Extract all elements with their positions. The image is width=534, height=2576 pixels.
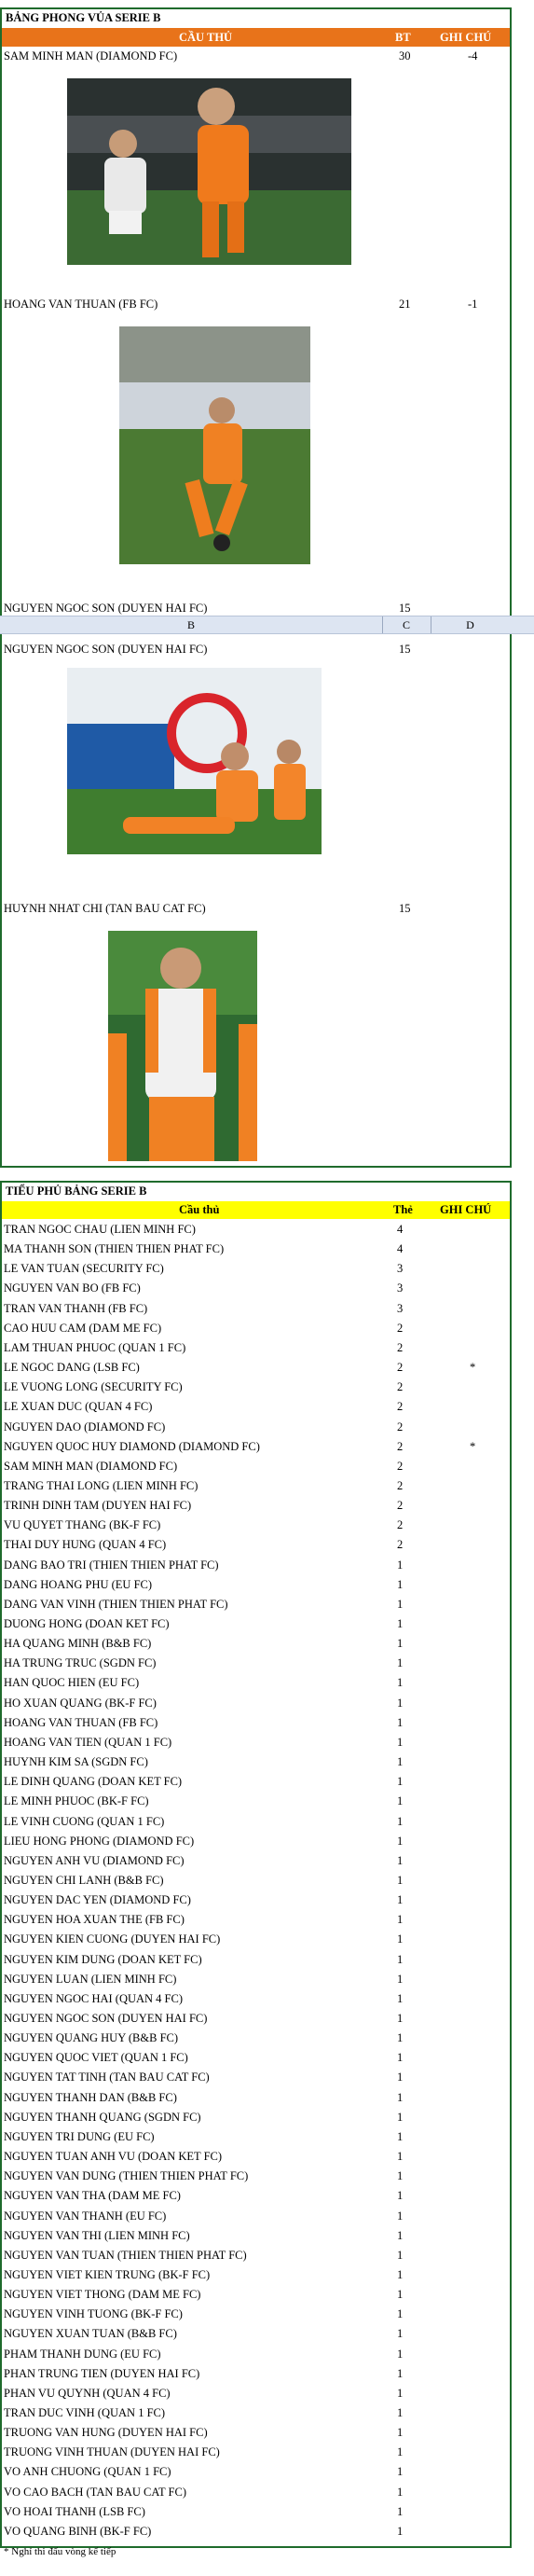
table-row <box>2 2522 510 2541</box>
header-player: Cầu thủ <box>179 1203 220 1216</box>
card-count: 1 <box>397 2228 404 2242</box>
table-row <box>2 1851 510 1870</box>
player-name: NGUYEN ANH VU (DIAMOND FC) <box>4 1853 185 1867</box>
player-name: TRAN NGOC CHAU (LIEN MINH FC) <box>4 1223 196 1236</box>
card-count: 2 <box>397 1478 404 1492</box>
player-name: LIEU HONG PHONG (DIAMOND FC) <box>4 1834 195 1848</box>
table-row <box>2 2068 510 2086</box>
card-count: 1 <box>397 2031 404 2045</box>
table-row <box>2 1378 510 1396</box>
column-d: D <box>466 618 474 631</box>
scorer-note: -1 <box>468 298 478 311</box>
table-row <box>2 1575 510 1594</box>
card-count: 1 <box>397 2307 404 2321</box>
card-count: 1 <box>397 1873 404 1887</box>
card-count: 1 <box>397 1952 404 1966</box>
card-count: 1 <box>397 1775 404 1789</box>
table-row <box>2 2207 510 2225</box>
card-count: 1 <box>397 1913 404 1927</box>
card-count: 1 <box>397 1893 404 1907</box>
top-scorers-panel <box>0 7 512 1168</box>
player-name: HA TRUNG TRUC (SGDN FC) <box>4 1656 157 1670</box>
table-row <box>2 2502 510 2521</box>
suspension-mark: * <box>470 1439 476 1453</box>
header-goals: BT <box>395 31 411 44</box>
table-row <box>2 2305 510 2323</box>
scorer-row <box>2 899 510 918</box>
player-name: HOANG VAN TIEN (QUAN 1 FC) <box>4 1735 172 1749</box>
player-name: VO CAO BACH (TAN BAU CAT FC) <box>4 2485 187 2499</box>
column-header-bar <box>0 616 534 634</box>
table-row <box>2 1634 510 1653</box>
player-name: NGUYEN THANH QUANG (SGDN FC) <box>4 2110 201 2124</box>
card-count: 1 <box>397 2288 404 2302</box>
table-row <box>2 2483 510 2501</box>
player-name: NGUYEN QUOC VIET (QUAN 1 FC) <box>4 2051 188 2065</box>
card-count: 1 <box>397 2129 404 2143</box>
table-row <box>2 1950 510 1969</box>
scorer-row <box>2 47 510 65</box>
scorer-name: HOANG VAN THUAN (FB FC) <box>4 298 158 311</box>
card-count: 1 <box>397 2110 404 2124</box>
player-name: LE MINH PHUOC (BK-F FC) <box>4 1794 149 1808</box>
table-row <box>2 2443 510 2461</box>
table-row <box>2 1556 510 1574</box>
table-row <box>2 2127 510 2146</box>
player-name: VO HOAI THANH (LSB FC) <box>4 2504 145 2518</box>
scorer-name: NGUYEN NGOC SON (DUYEN HAI FC) <box>4 602 208 615</box>
header-note: GHI CHÚ <box>440 31 492 44</box>
card-count: 2 <box>397 1340 404 1354</box>
player-name: LE VUONG LONG (SECURITY FC) <box>4 1380 183 1394</box>
card-count: 1 <box>397 2406 404 2419</box>
table-row <box>2 2423 510 2442</box>
table-row <box>2 2403 510 2422</box>
player-name: NGUYEN VAN THI (LIEN MINH FC) <box>4 2228 190 2242</box>
player-name: DANG VAN VINH (THIEN THIEN PHAT FC) <box>4 1597 228 1611</box>
scorer-row <box>2 640 510 658</box>
card-count: 1 <box>397 1932 404 1946</box>
table-row <box>2 1358 510 1377</box>
player-name: NGUYEN XUAN TUAN (B&B FC) <box>4 2327 177 2341</box>
table-row <box>2 1713 510 1732</box>
player-name: NGUYEN VINH TUONG (BK-F FC) <box>4 2307 183 2321</box>
card-count: 4 <box>397 1242 404 1256</box>
player-name: NGUYEN VAN THANH (EU FC) <box>4 2209 167 2223</box>
card-count: 1 <box>397 2090 404 2104</box>
player-name: LE VAN TUAN (SECURITY FC) <box>4 1262 164 1276</box>
card-count: 1 <box>397 2150 404 2164</box>
card-count: 1 <box>397 1715 404 1729</box>
card-count: 2 <box>397 1518 404 1532</box>
player-name: TRAN VAN THANH (FB FC) <box>4 1301 148 1315</box>
card-count: 1 <box>397 2524 404 2538</box>
scorer-goals: 15 <box>399 902 411 915</box>
card-count: 1 <box>397 2504 404 2518</box>
card-count: 2 <box>397 1499 404 1513</box>
card-count: 2 <box>397 1420 404 1433</box>
card-count: 1 <box>397 2267 404 2281</box>
player-name: LE VINH CUONG (QUAN 1 FC) <box>4 1814 165 1828</box>
player-name: CAO HUU CAM (DAM ME FC) <box>4 1321 162 1335</box>
table-row <box>2 2324 510 2343</box>
card-count: 1 <box>397 2209 404 2223</box>
card-count: 1 <box>397 1558 404 1572</box>
card-count: 1 <box>397 1735 404 1749</box>
card-count: 2 <box>397 1361 404 1375</box>
card-count: 1 <box>397 1814 404 1828</box>
card-count: 2 <box>397 1459 404 1473</box>
player-name: MA THANH SON (THIEN THIEN PHAT FC) <box>4 1242 225 1256</box>
player-name: NGUYEN THANH DAN (B&B FC) <box>4 2090 177 2104</box>
player-name: VU QUYET THANG (BK-F FC) <box>4 1518 161 1532</box>
scorer-row <box>2 599 510 617</box>
scorer-goals: 21 <box>399 298 411 311</box>
player-photo <box>67 668 322 854</box>
scorer-goals: 15 <box>399 602 411 615</box>
table-row <box>2 1673 510 1692</box>
player-name: TRUONG VAN HUNG (DUYEN HAI FC) <box>4 2426 208 2440</box>
scorer-name: HUYNH NHAT CHI (TAN BAU CAT FC) <box>4 902 206 915</box>
card-count: 1 <box>397 2327 404 2341</box>
table-row <box>2 1772 510 1791</box>
table-row <box>2 1871 510 1890</box>
player-name: NGUYEN TUAN ANH VU (DOAN KET FC) <box>4 2150 223 2164</box>
disciplinary-panel <box>0 1181 512 2548</box>
card-count: 1 <box>397 2426 404 2440</box>
table-row <box>2 1397 510 1416</box>
card-count: 1 <box>397 2366 404 2380</box>
table-row <box>2 2384 510 2403</box>
card-count: 1 <box>397 1972 404 1986</box>
player-name: TRAN DUC VINH (QUAN 1 FC) <box>4 2406 166 2419</box>
suspension-mark: * <box>470 1361 476 1375</box>
header-cards: Thẻ <box>393 1203 413 1216</box>
scorer-name: SAM MINH MAN (DIAMOND FC) <box>4 49 178 62</box>
table-row <box>2 1812 510 1831</box>
player-name: NGUYEN NGOC HAI (QUAN 4 FC) <box>4 1991 184 2005</box>
player-name: NGUYEN VIET KIEN TRUNG (BK-F FC) <box>4 2267 211 2281</box>
table-row <box>2 1535 510 1554</box>
player-name: NGUYEN LUAN (LIEN MINH FC) <box>4 1972 177 1986</box>
top-scorers-header <box>2 28 510 47</box>
table-row <box>2 2029 510 2047</box>
player-name: THAI DUY HUNG (QUAN 4 FC) <box>4 1538 167 1552</box>
card-count: 1 <box>397 1597 404 1611</box>
card-count: 1 <box>397 2012 404 2025</box>
table-row <box>2 1240 510 1258</box>
player-name: HAN QUOC HIEN (EU FC) <box>4 1676 140 1690</box>
player-name: NGUYEN VAN DUNG (THIEN THIEN PHAT FC) <box>4 2169 249 2183</box>
footnote: * Nghỉ thi đấu vòng kế tiếp <box>4 2546 116 2557</box>
player-name: TRINH DINH TAM (DUYEN HAI FC) <box>4 1499 192 1513</box>
table-row <box>2 1930 510 1948</box>
table-row <box>2 2246 510 2264</box>
player-name: HOANG VAN THUAN (FB FC) <box>4 1715 158 1729</box>
player-photo <box>67 78 351 265</box>
player-name: DUONG HONG (DOAN KET FC) <box>4 1617 170 1630</box>
card-count: 4 <box>397 1223 404 1236</box>
card-count: 1 <box>397 2485 404 2499</box>
scorer-name: NGUYEN NGOC SON (DUYEN HAI FC) <box>4 643 208 656</box>
disciplinary-title: TIỂU PHỦ BẢNG SERIE B <box>6 1184 147 1198</box>
card-count: 1 <box>397 2445 404 2459</box>
card-count: 1 <box>397 1834 404 1848</box>
player-name: NGUYEN CHI LANH (B&B FC) <box>4 1873 164 1887</box>
table-row <box>2 1694 510 1712</box>
table-row <box>2 1970 510 1988</box>
table-row <box>2 2108 510 2126</box>
card-count: 1 <box>397 2386 404 2400</box>
card-count: 1 <box>397 1696 404 1710</box>
table-row <box>2 1792 510 1810</box>
table-row <box>2 2265 510 2284</box>
player-name: NGUYEN HOA XUAN THE (FB FC) <box>4 1913 185 1927</box>
player-name: NGUYEN VAN THA (DAM ME FC) <box>4 2189 181 2203</box>
player-name: NGUYEN TAT TINH (TAN BAU CAT FC) <box>4 2070 210 2084</box>
table-row <box>2 2009 510 2028</box>
table-row <box>2 1614 510 1633</box>
card-count: 1 <box>397 1991 404 2005</box>
card-count: 1 <box>397 2169 404 2183</box>
player-name: TRUONG VINH THUAN (DUYEN HAI FC) <box>4 2445 220 2459</box>
table-row <box>2 1279 510 1297</box>
table-row <box>2 2462 510 2481</box>
card-count: 1 <box>397 1755 404 1769</box>
card-count: 1 <box>397 2070 404 2084</box>
table-row <box>2 1437 510 1456</box>
player-name: NGUYEN KIM DUNG (DOAN KET FC) <box>4 1952 202 1966</box>
table-row <box>2 1832 510 1850</box>
table-row <box>2 1319 510 1337</box>
player-name: HUYNH KIM SA (SGDN FC) <box>4 1755 148 1769</box>
table-row <box>2 1496 510 1515</box>
table-row <box>2 1476 510 1495</box>
player-name: NGUYEN VAN BO (FB FC) <box>4 1281 141 1295</box>
card-count: 2 <box>397 1538 404 1552</box>
player-name: LAM THUAN PHUOC (QUAN 1 FC) <box>4 1340 186 1354</box>
player-photo <box>119 326 310 564</box>
table-row <box>2 2345 510 2363</box>
player-photo <box>108 931 257 1161</box>
scorer-note: -4 <box>468 49 478 62</box>
table-row <box>2 1299 510 1318</box>
table-row <box>2 2186 510 2205</box>
player-name: NGUYEN NGOC SON (DUYEN HAI FC) <box>4 2012 208 2025</box>
top-scorers-title: BẢNG PHONG VỦA SERIE B <box>6 11 161 24</box>
player-name: PHAN TRUNG TIEN (DUYEN HAI FC) <box>4 2366 200 2380</box>
table-row <box>2 1989 510 2008</box>
card-count: 1 <box>397 2189 404 2203</box>
table-row <box>2 2088 510 2107</box>
card-count: 1 <box>397 1676 404 1690</box>
player-name: HO XUAN QUANG (BK-F FC) <box>4 1696 157 1710</box>
card-count: 1 <box>397 1577 404 1591</box>
card-count: 1 <box>397 2248 404 2262</box>
player-name: DANG HOANG PHU (EU FC) <box>4 1577 153 1591</box>
player-name: TRANG THAI LONG (LIEN MINH FC) <box>4 1478 199 1492</box>
table-row <box>2 2285 510 2304</box>
table-row <box>2 1595 510 1613</box>
player-name: VO QUANG BINH (BK-F FC) <box>4 2524 152 2538</box>
player-name: NGUYEN VIET THONG (DAM ME FC) <box>4 2288 201 2302</box>
player-name: VO ANH CHUONG (QUAN 1 FC) <box>4 2465 171 2479</box>
table-row <box>2 2048 510 2067</box>
player-name: NGUYEN DAC YEN (DIAMOND FC) <box>4 1893 191 1907</box>
table-row <box>2 1338 510 1357</box>
card-count: 3 <box>397 1281 404 1295</box>
card-count: 1 <box>397 1617 404 1630</box>
scorer-row <box>2 295 510 313</box>
player-name: PHAM THANH DUNG (EU FC) <box>4 2347 161 2361</box>
scorer-goals: 30 <box>399 49 411 62</box>
column-c: C <box>402 618 410 631</box>
player-name: LE NGOC DANG (LSB FC) <box>4 1361 140 1375</box>
player-name: NGUYEN DAO (DIAMOND FC) <box>4 1420 166 1433</box>
card-count: 1 <box>397 1637 404 1651</box>
table-row <box>2 1259 510 1278</box>
table-row <box>2 1220 510 1239</box>
card-count: 1 <box>397 1853 404 1867</box>
card-count: 3 <box>397 1262 404 1276</box>
table-row <box>2 1457 510 1475</box>
header-note: GHI CHÚ <box>440 1203 492 1216</box>
card-count: 3 <box>397 1301 404 1315</box>
table-row <box>2 1654 510 1672</box>
table-row <box>2 1418 510 1436</box>
card-count: 2 <box>397 1439 404 1453</box>
player-name: DANG BAO TRI (THIEN THIEN PHAT FC) <box>4 1558 219 1572</box>
table-row <box>2 1910 510 1929</box>
card-count: 2 <box>397 1400 404 1414</box>
table-row <box>2 2147 510 2166</box>
table-row <box>2 1733 510 1752</box>
card-count: 1 <box>397 2347 404 2361</box>
table-row <box>2 2364 510 2383</box>
player-name: PHAN VU QUYNH (QUAN 4 FC) <box>4 2386 171 2400</box>
card-count: 1 <box>397 1794 404 1808</box>
card-count: 2 <box>397 1321 404 1335</box>
table-row <box>2 2226 510 2245</box>
scorer-goals: 15 <box>399 643 411 656</box>
player-name: NGUYEN QUOC HUY DIAMOND (DIAMOND FC) <box>4 1439 260 1453</box>
header-player: CẦU THỦ <box>179 31 233 44</box>
card-count: 1 <box>397 1656 404 1670</box>
disciplinary-header <box>2 1201 510 1219</box>
player-name: NGUYEN TRI DUNG (EU FC) <box>4 2129 155 2143</box>
card-count: 1 <box>397 2051 404 2065</box>
player-name: LE XUAN DUC (QUAN 4 FC) <box>4 1400 153 1414</box>
player-name: NGUYEN KIEN CUONG (DUYEN HAI FC) <box>4 1932 221 1946</box>
table-row <box>2 2167 510 2185</box>
player-name: SAM MINH MAN (DIAMOND FC) <box>4 1459 178 1473</box>
player-name: LE DINH QUANG (DOAN KET FC) <box>4 1775 183 1789</box>
table-row <box>2 1890 510 1909</box>
card-count: 1 <box>397 2465 404 2479</box>
card-count: 2 <box>397 1380 404 1394</box>
column-b: B <box>186 618 195 631</box>
player-name: NGUYEN QUANG HUY (B&B FC) <box>4 2031 179 2045</box>
table-row <box>2 1752 510 1771</box>
player-name: NGUYEN VAN TUAN (THIEN THIEN PHAT FC) <box>4 2248 247 2262</box>
player-name: HA QUANG MINH (B&B FC) <box>4 1637 152 1651</box>
table-row <box>2 1516 510 1534</box>
